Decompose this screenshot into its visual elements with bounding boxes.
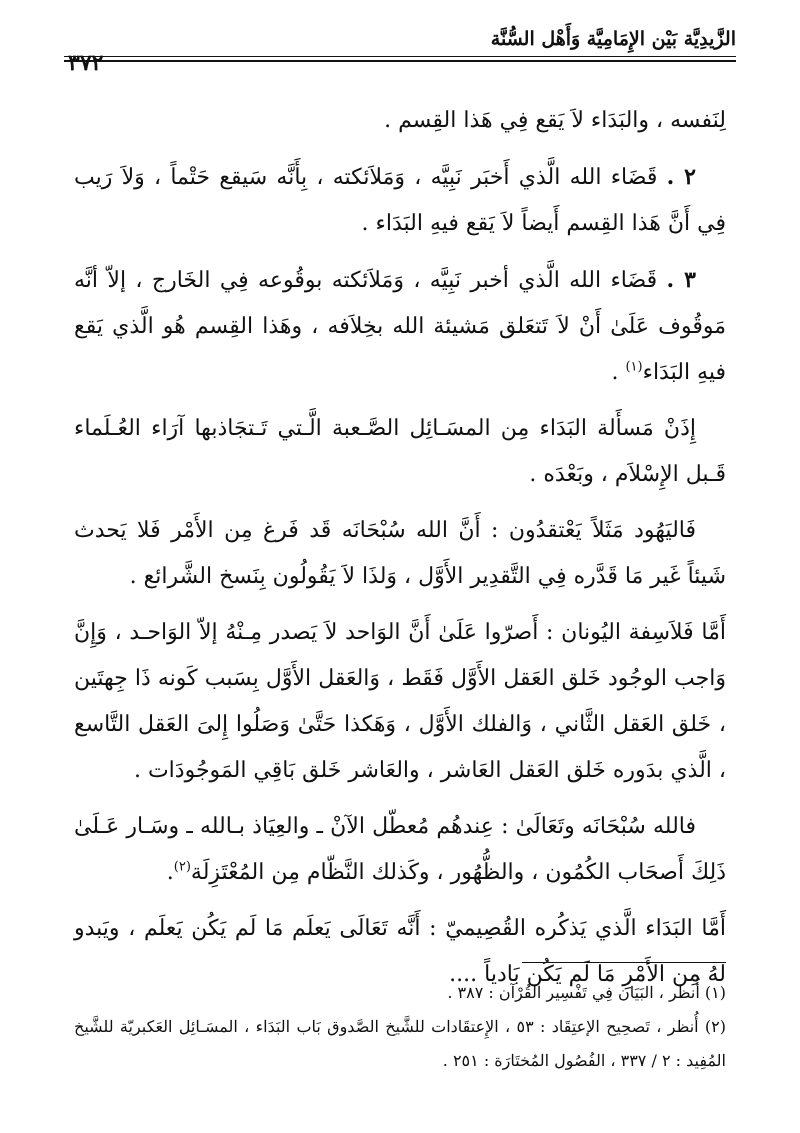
paragraph-4-text: إِذَنْ مَسأَلة البَدَاء مِن المسَـائِل الصَّـعبة الَّـتي تَـتجَاذبها آرَاء العُـلَماء قَـبل الإِسْلاَم ، وبَعْدَه . xyxy=(74,416,726,487)
item-number-2: ٢ . xyxy=(666,164,696,190)
paragraph-7-text: فالله سُبْحَانَه وتَعَالَىٰ : عِندهُم مُعطّل الآنْ ـ والعِيَاذ بـالله ـ وسَـار عَـلَىٰ ذَلِكَ أَصحَاب الكُمُون ، والظُّهُور ، وكَذلك النَّظّام مِن المُعْتَزِلَة xyxy=(74,814,726,885)
footnote-separator xyxy=(522,962,726,963)
paragraph-1 xyxy=(74,98,726,144)
running-title: الزَّيدِيَّة بَيْن الإِمَامِيَّة وَأَهْل السُّنَّة xyxy=(490,28,736,50)
footnote-1: (١) أُنظر ، البَيَان فِي تَفْسِير القُرْآن : ٣٨٧ . xyxy=(447,983,726,1002)
header-rule-thick xyxy=(64,60,736,62)
paragraph-6 xyxy=(74,610,726,794)
paragraph-5 xyxy=(74,508,726,600)
paragraph-6-text: أَمَّا فَلاَسِفة اليُونان : أَصرّوا عَلَىٰ أَنَّ الوَاحد لاَ يَصدر مِـنْهُ إلاّ الوَاحـد ، وَإِنَّ وَاجب الوجُود خَلق العَقل الأَوَّل فَقَط ، وَالعَقل الأَوَّل بِسَبب كَونه ذَا جِهتَين ، خَلق العَقل الثَّاني ، وَالفلك الأَوَّل ، وَهَكذا حَتَّىٰ وَصَلُوا إِلىَ العَقل التَّاسع ، الَّذي بدَوره خَلق العَقل العَاشر ، والعَاشر خَلق بَاقِي المَوجُودَات . xyxy=(74,620,726,783)
paragraph-4 xyxy=(74,406,726,498)
main-text xyxy=(74,98,726,1008)
paragraph-8-text: أَمَّا البَدَاء الَّذي يَذكُره القُصِيميّ : أَنَّه تَعَالَى يَعلَم مَا لَم يَكُن يَعلَم ، ويَبدو لهُ مِن الأَمْرِ مَا لَم يَكُن بَادياً .... xyxy=(74,916,726,987)
running-header xyxy=(64,22,736,76)
page-number: ٣٧٢ xyxy=(68,50,104,76)
footnote-2: (٢) أُنظر ، تَصحِيح الإعتِقَاد : ٥٣ ، الإِعتقَادات للشَّيخ الصَّدوق بَاب البَدَاء ، المسَـائِل العَكبريّة للشَّيخ المُفِيد : ٢ / ٣٣٧ ، الفُصُول المُختَارَة : ٢٥١ . xyxy=(74,1017,726,1070)
paragraph-5-text: فَاليَهُود مَثَلاً يَعْتقدُون : أَنَّ الله سُبْحَانَه قَد فَرغ مِن الأَمْر فَلا يَحدث شَيئاً غَير مَا قَدَّره فِي التَّقدِير الأَوَّل ، وَلذَا لاَ يَقُولُون بِنَسخ الشَّرائع . xyxy=(74,518,726,589)
item-number-3: ٣ . xyxy=(666,267,696,293)
paragraph-3 xyxy=(74,257,726,396)
paragraph-2-text: قَضَاء الله الَّذي أَخبَر نَبِيَّه ، وَمَلاَئكته ، بِأَنَّه سَيقع حَتْماً ، وَلاَ رَيب فِي أَنَّ هَذا القِسم أَيضاً لاَ يَقع فيهِ البَدَاء . xyxy=(74,165,726,236)
paragraph-7 xyxy=(74,804,726,896)
footnotes xyxy=(74,976,726,1078)
paragraph-3-text: قَضَاء الله الَّذي أخبر نَبِيَّه ، وَمَلاَئكته بوقُوعه فِي الخَارج ، إلاّ أنَّه مَوقُوف عَلَىٰ أَنْ لاَ تَتعَلق مَشيئة الله بخِلاَفه ، وهَذا القِسم هُو الَّذي يَقع فيهِ البَدَاء xyxy=(74,268,726,385)
paragraph-7-end: . xyxy=(166,860,174,885)
paragraph-3-end: . xyxy=(611,360,626,385)
footnote-ref-1: (١) xyxy=(625,359,643,375)
paragraph-1-text: لِنَفسه ، والبَدَاء لاَ يَقع فِي هَذا القِسم . xyxy=(384,108,726,133)
paragraph-2 xyxy=(74,154,726,247)
header-rule-thin xyxy=(64,56,736,57)
footnote-ref-2: (٢) xyxy=(173,859,191,875)
